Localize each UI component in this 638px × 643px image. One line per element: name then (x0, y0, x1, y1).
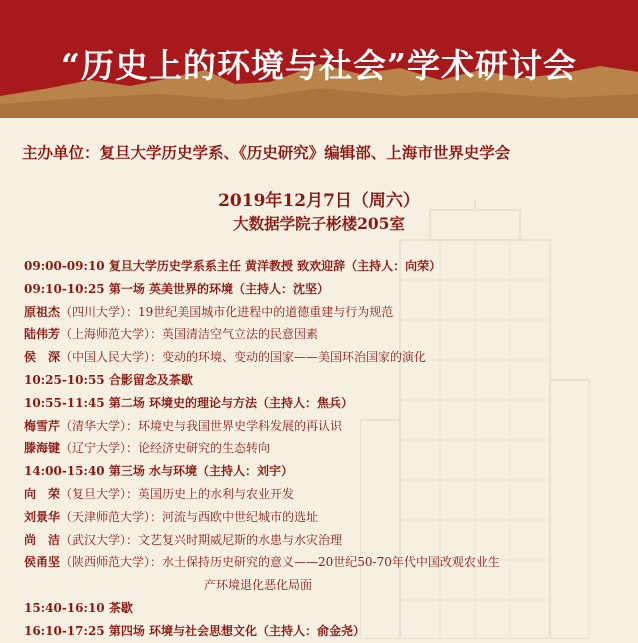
organizer-line: 主办单位：复旦大学历史学系、《历史研究》编辑部、上海市世界史学会 (22, 143, 511, 162)
session-row: 10:55-11:45 第二场 环境史的理论与方法（主持人：焦兵） (24, 395, 353, 410)
talk-row-continued: 产环境退化恶化局面 (204, 578, 313, 593)
talk-row (24, 483, 624, 506)
header-banner (0, 0, 638, 118)
session-row: 10:25-10:55 合影留念及茶歇 (24, 372, 193, 387)
page-title: “历史上的环境与社会”学术研讨会 (61, 46, 577, 85)
speaker-name: 陆伟芳 (24, 327, 61, 342)
talk-title: （复旦大学）：英国历史上的水利与农业开发 (60, 486, 295, 501)
speaker-name: 刘景华 (24, 509, 61, 524)
speaker-name: 梅雪芹 (24, 418, 61, 433)
talk-title: （四川大学）：19世纪美国城市化进程中的道德重建与行为规范 (60, 304, 394, 319)
event-date: 2019年12月7日（周六） (218, 191, 420, 211)
speaker-name: 滕海键 (24, 441, 61, 456)
talk-title: （陕西师范大学）：水土保持历史研究的意义——20世纪50-70年代中国改观农业生 (60, 555, 500, 570)
talk-title: （武汉大学）：文艺复兴时期威尼斯的水患与水灾治理 (60, 532, 343, 547)
session-row: 16:10-17:25 第四场 环境与社会思想文化（主持人：俞金尧） (24, 623, 365, 638)
speaker-name: 侯甬坚 (24, 555, 61, 570)
speaker-name: 尚 洁 (24, 532, 61, 547)
talk-title: （上海师范大学）：英国清洁空气立法的民意因素 (60, 327, 319, 342)
talk-row (24, 551, 624, 574)
session-row: 09:10-10:25 第一场 英美世界的环境（主持人：沈坚） (24, 281, 329, 296)
event-venue: 大数据学院子彬楼205室 (233, 214, 405, 233)
speaker-name: 侯 深 (24, 350, 61, 365)
session-row: 09:00-09:10 复旦大学历史学系系主任 黄洋教授 致欢迎辞（主持人：向荣） (24, 259, 442, 273)
talk-row (24, 529, 624, 552)
talk-title: （天津师范大学）：河流与西欧中世纪城市的选址 (60, 509, 319, 524)
talk-row (24, 437, 624, 460)
talk-title: （中国人民大学）：变动的环境、变动的国家——美国环治国家的演化 (60, 350, 427, 365)
talk-title: （清华大学）：环境史与我国世界史学科发展的再认识 (60, 418, 343, 433)
talk-row (24, 301, 624, 324)
talk-row (24, 346, 624, 369)
talk-row (24, 323, 624, 346)
session-row: 14:00-15:40 第三场 水与环境（主持人：刘宇） (24, 464, 293, 479)
session-row: 15:40-16:10 茶歇 (24, 600, 133, 615)
talk-title: （辽宁大学）：论经济史研究的生态转向 (60, 441, 271, 456)
speaker-name: 向 荣 (24, 486, 61, 501)
speaker-name: 原祖杰 (24, 304, 61, 319)
program-schedule (24, 255, 624, 643)
talk-row (24, 415, 624, 438)
talk-row (24, 506, 624, 529)
